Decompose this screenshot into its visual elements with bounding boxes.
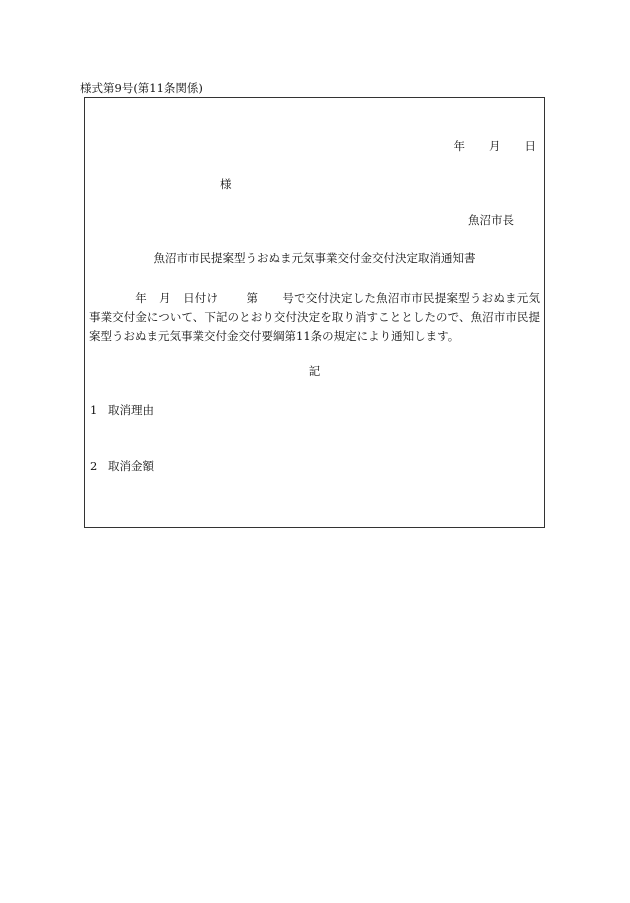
document-title: 魚沼市市民提案型うおぬま元気事業交付金交付決定取消通知書: [153, 251, 476, 265]
body-month: 月: [158, 291, 171, 305]
item-number: 2: [90, 459, 98, 473]
item-cancel-amount: [90, 458, 154, 474]
date-month-label: 月: [489, 139, 501, 153]
item-label: 取消理由: [108, 403, 154, 417]
form-number: 様式第9号(第11条関係): [80, 81, 203, 95]
date-year-label: 年: [453, 139, 465, 153]
date-day-label: 日: [524, 139, 536, 153]
addressee: 様: [220, 177, 232, 191]
body-rest: 号で交付決定した魚沼市市民提案型うおぬま元気事業交付金について、下記のとおり交付決定を取り消すこととしたので、魚沼市市民提案型うおぬま元気事業交付金交付要綱第11条の規定により通知します。: [89, 291, 540, 343]
item-label: 取消金額: [108, 459, 154, 473]
sender: 魚沼市長: [468, 213, 514, 227]
date-line: [454, 138, 537, 154]
item-cancel-reason: [90, 402, 154, 418]
item-number: 1: [90, 403, 98, 417]
body-dai: 第: [246, 291, 259, 305]
ki-heading: 記: [308, 364, 321, 378]
body-year: 年: [135, 291, 147, 305]
body-text: [89, 289, 540, 346]
body-day-tsuke: 日付け: [182, 291, 219, 305]
notice-frame: [84, 97, 545, 528]
